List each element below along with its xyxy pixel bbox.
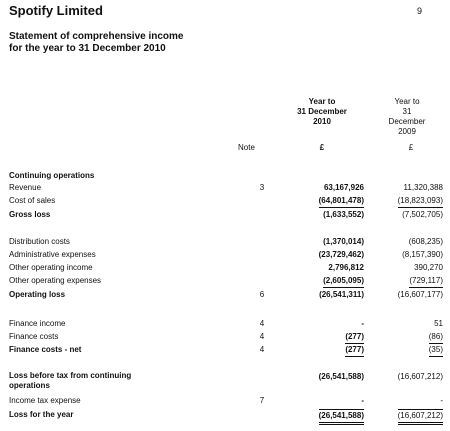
- row-prior-value: (8,157,390): [402, 250, 443, 259]
- page-number: 9: [417, 6, 423, 16]
- row-current-value: (64,801,478): [319, 195, 364, 208]
- row-prior-value: (729,117): [409, 275, 443, 288]
- row-label-line2: operations: [9, 381, 50, 390]
- row-label: Gross loss: [9, 210, 51, 219]
- row-label: Operating loss: [9, 290, 66, 299]
- row-current-value: (1,633,552): [323, 210, 364, 219]
- row-prior-value: (608,235): [408, 237, 443, 246]
- column-header-current-year: [272, 97, 372, 127]
- row-prior-value: 390,270: [414, 263, 443, 272]
- table-row-loss-before-tax: [9, 371, 447, 395]
- row-current-value: (277): [345, 344, 364, 357]
- table-row-operating-loss: [9, 289, 447, 301]
- row-current-value: (23,729,462): [318, 250, 364, 259]
- row-prior-value: (35): [429, 344, 443, 357]
- row-current-value: 2,796,812: [328, 263, 364, 272]
- row-label: Finance costs - net: [9, 345, 82, 354]
- current-currency-symbol: £: [319, 143, 325, 152]
- table-row-revenue: [9, 182, 447, 194]
- row-label: [9, 371, 131, 391]
- row-prior-value: (18,823,093): [398, 195, 443, 208]
- row-current-value: (26,541,311): [319, 290, 364, 299]
- row-current-value: -: [361, 319, 364, 328]
- section-heading: Continuing operations: [9, 171, 95, 180]
- row-prior-value: (86): [429, 331, 443, 344]
- table-row-administrative-expenses: [9, 249, 447, 261]
- row-label: Revenue: [9, 183, 42, 192]
- table-row-distribution-costs: [9, 236, 447, 248]
- row-label-line1: Loss before tax from continuing: [9, 371, 132, 380]
- row-prior-value: (16,607,212): [398, 409, 443, 425]
- row-current-value: (2,605,095): [323, 275, 364, 288]
- current-header-line2: 31 December: [297, 107, 347, 116]
- row-note: 6: [259, 290, 265, 299]
- row-label: Distribution costs: [9, 237, 70, 246]
- row-label: Cost of sales: [9, 196, 56, 205]
- row-prior-value: (7,502,705): [402, 210, 443, 219]
- current-header-line3: 2010: [313, 117, 331, 126]
- row-prior-value: 11,320,388: [403, 183, 443, 192]
- current-header-line1: Year to: [308, 97, 336, 106]
- row-current-value: (26,541,588): [319, 409, 364, 425]
- row-label: Income tax expense: [9, 396, 81, 405]
- row-current-value: (1,370,014): [323, 237, 364, 246]
- table-row-finance-costs-net: [9, 344, 447, 356]
- statement-title: Statement of comprehensive income: [9, 31, 184, 42]
- row-note: 4: [259, 319, 265, 328]
- row-note: 4: [259, 332, 265, 341]
- row-note: 7: [259, 396, 265, 405]
- row-label: Administrative expenses: [9, 250, 96, 259]
- row-label: Loss for the year: [9, 410, 74, 419]
- prior-header-line2: 31: [402, 107, 412, 116]
- table-row-other-operating-expenses: [9, 275, 447, 287]
- column-header-prior-year: [372, 97, 442, 137]
- row-label: Finance income: [9, 319, 66, 328]
- table-row-finance-costs: [9, 331, 447, 343]
- row-current-value: (26,541,588): [318, 372, 364, 381]
- row-note: 3: [259, 183, 265, 192]
- statement-period: for the year to 31 December 2010: [9, 43, 166, 54]
- prior-header-line3: December: [388, 117, 426, 126]
- row-label: Other operating expenses: [9, 276, 102, 285]
- prior-currency-symbol: £: [408, 143, 414, 152]
- prior-header-line4: 2009: [398, 127, 416, 136]
- table-row-gross-loss: [9, 209, 447, 221]
- company-name: Spotify Limited: [9, 3, 103, 18]
- table-row-loss-for-year: [9, 409, 447, 421]
- row-current-value: 63,167,926: [323, 183, 364, 192]
- row-current-value: -: [361, 396, 364, 405]
- table-row-income-tax-expense: [9, 395, 447, 407]
- row-prior-value: -: [440, 396, 443, 405]
- row-prior-value: (16,607,212): [397, 372, 443, 381]
- row-label: Finance costs: [9, 332, 59, 341]
- table-row-other-operating-income: [9, 262, 447, 274]
- row-current-value: (277): [345, 331, 364, 344]
- row-prior-value: 51: [434, 319, 443, 328]
- row-prior-value: (16,607,177): [397, 290, 443, 299]
- table-row-finance-income: [9, 318, 447, 330]
- row-note: 4: [259, 345, 265, 354]
- table-row-cost-of-sales: [9, 195, 447, 207]
- note-column-header: Note: [238, 143, 255, 152]
- row-label: Other operating income: [9, 263, 93, 272]
- prior-header-line1: Year to: [394, 97, 420, 106]
